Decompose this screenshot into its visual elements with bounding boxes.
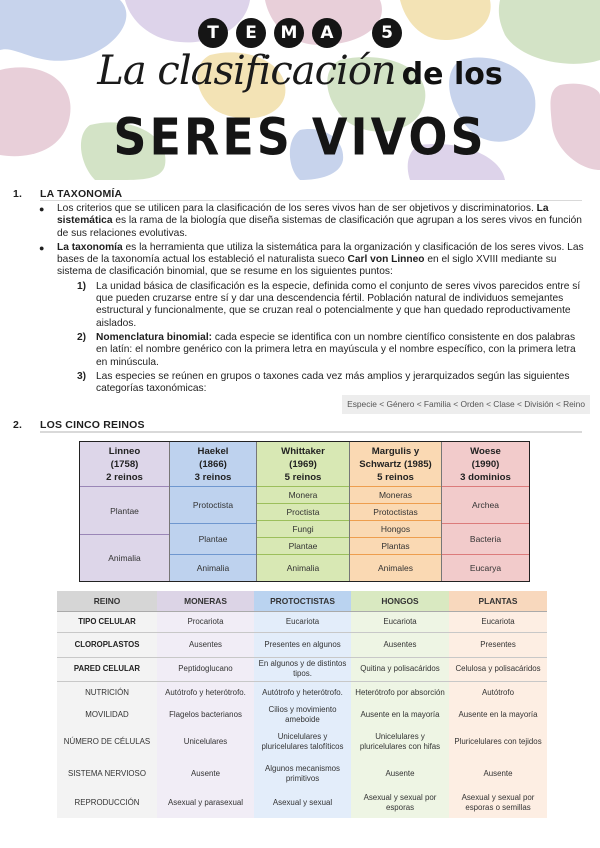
table-cell: Autótrofo y heterótrofo. [262,687,343,697]
author-year: (1758) [110,459,139,470]
column-header [170,442,256,486]
paragraph-text: La unidad básica de clasificación es la especie, definida como el conjunto de seres vivos parecidos entre sí que pueden cruzarse entre sí y dar una descendencia fértil. Población natural de individuos semejantes estructural y funcionalmente, que se cruzan real o potencialmente y que han quedado reproductivamente aislados. [96,280,581,329]
table-cell: Quitina y polisacáridos [351,657,449,681]
table-cell: Eucariota [351,611,449,632]
list-item [0,242,600,279]
author-year: (1969) [289,459,317,470]
cell-stack [157,681,254,818]
kingdom-count: 5 reinos [284,472,322,483]
section-heading [0,188,600,201]
title-script: La clasificación [97,48,396,94]
table-row [57,657,547,681]
table-cell: Ausente [483,768,513,778]
table-cell: Protoctistas [350,503,441,520]
row-label: PARED CELULAR [57,657,157,681]
paragraph-text: Los criterios que se utilicen para la clasificación de los seres vivos han de ser objetivos y discriminatorios. [57,203,534,214]
stack [57,682,157,818]
table-cell: Plantae [80,486,169,534]
row-label: REPRODUCCIÓN [74,798,140,808]
table-cell: Peptidoglucano [157,657,254,681]
tema-letter: M [274,18,304,48]
kingdom-column [257,442,350,581]
row-label: SISTEMA NERVIOSO [68,768,146,778]
table-cell: Moneras [350,486,441,503]
table-cell: Eucarya [442,554,529,581]
table-cell: Monera [257,486,349,503]
cell-stack [254,681,351,818]
paragraph-text: es la rama de la biología que diseña sistemas de clasificación que agrupan a los seres vivos en función de sus relaciones evolutivas. [57,215,582,239]
tema-label [0,18,600,48]
table-cell: Pluricelulares con tejidos [454,737,542,747]
table-cell: Hongos [350,520,441,537]
author-year: Schwartz (1985) [359,459,432,470]
column-header [442,442,529,486]
section-title: LA TAXONOMÍA [40,188,123,200]
paragraph-text: Las especies se reúnen en grupos o taxones cada vez más amplios y jerarquizados según las siguientes categorías taxonómicas: [96,370,570,395]
author-year: (1866) [199,459,227,470]
column-header [257,442,349,486]
page-title [0,48,600,94]
bullet-icon: ● [39,242,45,253]
table-cell: En algunos y de distintos tipos. [254,657,351,681]
author-name: Margulis y [371,446,420,457]
kingdom-count: 2 reinos [106,472,143,483]
table-cell: Plantae [170,523,256,554]
row-label: MOVILIDAD [85,709,129,719]
section-heading [0,419,600,432]
table-cell: Ausentes [351,632,449,657]
table-cell: Flagelos bacterianos [169,709,242,719]
author-name: Haekel [197,446,229,457]
column-header [80,442,169,486]
table-row [57,632,547,657]
bold-term: Nomenclatura binomial: [96,331,213,343]
table-cell: Asexual y sexual por esporas o semillas [461,793,535,812]
table-cell: Animalia [80,534,169,581]
table-cell: Bacteria [442,523,529,554]
kingdoms-table [79,441,530,582]
table-cell: Eucariota [449,611,547,632]
numbered-item [0,371,600,396]
table-cell: Ausente [385,768,415,778]
tema-letter: T [198,18,228,48]
table-cell: Asexual y sexual por esporas [363,793,437,812]
table-cell: Asexual y parasexual [167,798,243,808]
numbered-item [0,332,600,369]
section-number: 1. [13,188,23,200]
table-cell: Ausentes [157,632,254,657]
title-bold: de los [401,57,503,92]
author-year: (1990) [471,459,500,470]
table-cell: Fungi [257,520,349,537]
page-header [0,0,600,180]
kingdom-count: 5 reinos [377,472,414,483]
column-header: HONGOS [351,591,449,611]
table-cell: Heterótrofo por absorción [355,687,445,697]
taxonomy-chain-row [0,395,600,411]
table-header-row [57,591,547,611]
author-name: Woese [470,446,501,457]
author-name: Linneo [108,446,141,457]
tema-letter: E [236,18,266,48]
cell-stack [449,681,547,818]
table-row [57,681,547,818]
table-cell: Unicelulares y pluricelulares talofíticos [261,732,344,751]
paragraph-text: es la herramienta que utiliza la sistemática para la organización y clasificación de los seres vivos. Las bases de la taxonomía actual los estableció el naturalista sueco [57,241,584,266]
table-cell: Procariota [157,611,254,632]
kingdom-column [350,442,442,581]
table-cell: Unicelulares y pluricelulares con hifas [359,732,441,751]
divider [40,431,582,432]
bold-term: La taxonomía [57,241,123,253]
table-cell: Ausente en la mayoría [360,709,440,719]
table-cell: Algunos mecanismos primitivos [265,763,340,783]
item-number: 1) [77,280,87,292]
page-title-big: SERES VIVOS [113,107,487,167]
table-cell: Autótrofo [481,687,515,697]
kingdom-count: 3 dominios [460,472,511,483]
bullet-icon: ● [39,204,45,214]
taxonomy-chain: Especie < Género < Familia < Orden < Clase < División < Reino [342,395,590,413]
features-table [57,591,547,818]
table-cell: Cilios y movimiento ameboide [268,704,337,724]
table-cell: Animalia [257,554,349,581]
table-cell: Autótrofo y heterótrofo. [165,687,246,697]
row-label: NUTRICIÓN [85,687,129,697]
author-name: Whittaker [281,446,325,457]
table-cell: Animalia [170,554,256,581]
table-cell: Eucariota [254,611,351,632]
column-header: PROTOCTISTAS [254,591,351,611]
page-content [0,188,600,432]
divider [40,200,582,201]
table-cell: Presentes en algunos [254,632,351,657]
bold-term: La sistemática [57,203,549,227]
section-title: LOS CINCO REINOS [40,419,145,432]
row-label: NÚMERO DE CÉLULAS [63,737,151,747]
column-header: PLANTAS [449,591,547,611]
kingdom-count: 3 reinos [194,472,232,483]
row-label: TIPO CELULAR [57,611,157,632]
table-cell: Asexual y sexual [272,798,333,808]
row-label: CLOROPLASTOS [57,632,157,657]
numbered-item [0,281,600,330]
cell-stack [351,681,449,818]
paragraph-text: en el siglo XVIII mediante su sistema de clasificación binomial, que se resume en los siguientes puntos: [57,254,557,278]
column-header: REINO [57,591,157,611]
label-stack [57,681,157,818]
column-header: MONERAS [157,591,254,611]
kingdom-column [170,442,257,581]
list-item [0,203,600,240]
section-number: 2. [13,419,23,432]
paragraph-text: cada especie se identifica con un nombre científico consistente en dos palabras en latín: el nombre genérico con la primera letra en mayúscula y el nombre específico, con la primera letra en minúscula. [96,331,576,368]
table-cell: Unicelulares [183,737,228,747]
table-cell: Plantae [257,537,349,554]
kingdom-column [80,442,170,581]
table-cell: Protoctista [170,486,256,523]
item-number: 3) [77,370,87,382]
table-cell: Celulosa y polisacáridos [449,657,547,681]
table-row [57,611,547,632]
table-cell: Plantas [350,537,441,554]
tema-letter: A [312,18,342,48]
table-cell: Ausente en la mayoría [458,709,538,719]
kingdom-column [442,442,529,581]
table-cell: Proctista [257,503,349,520]
bold-term: Carl von Linneo [347,254,425,266]
table-cell: Presentes [449,632,547,657]
column-header [350,442,441,486]
table-cell: Ausente [191,768,220,778]
tema-number: 5 [372,18,402,48]
item-number: 2) [77,331,87,343]
table-cell: Archea [442,486,529,523]
table-cell: Animales [350,554,441,581]
